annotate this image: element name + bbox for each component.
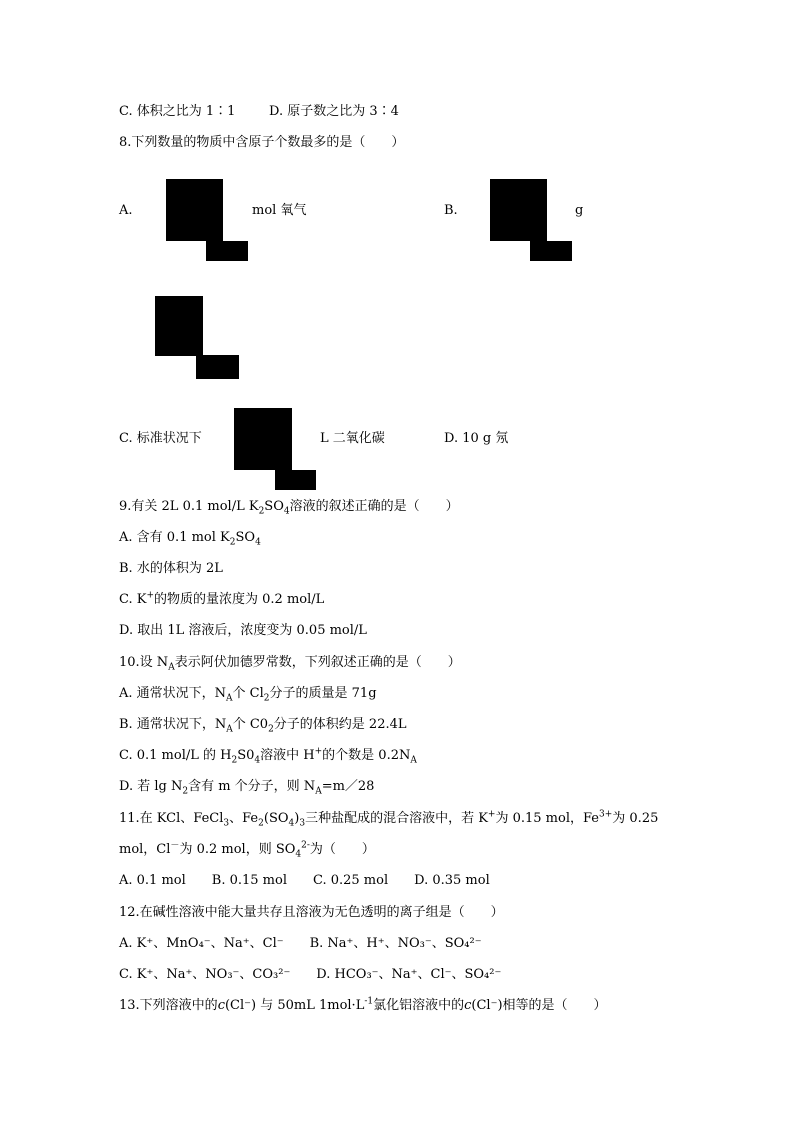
q8-formula-image xyxy=(155,296,239,379)
q9-option-c: C. K+的物质的量浓度为 0.2 mol/L xyxy=(119,590,325,607)
q8-option-d: D. 10 g 氖 xyxy=(444,431,509,446)
q12-stem: 12.在碱性溶液中能大量共存且溶液为无色透明的离子组是（ ） xyxy=(119,905,504,920)
q9-stem: 9.有关 2L 0.1 mol/L $K_2SO_4$溶液的叙述正确的是（ ） xyxy=(119,499,459,517)
q9-option-d: D. 取出 1L 溶液后，浓度变为 0.05 mol/L xyxy=(119,623,367,638)
q8-option-c-formula-image xyxy=(234,408,316,490)
q8-option-b-label: B. xyxy=(444,203,458,218)
q13-stem: 13.下列溶液中的c(Cl⁻) 与 50mL $1mol\cdot L^{-1}$氯化铝溶液中的c(Cl⁻)相等的是（ ） xyxy=(119,996,607,1013)
q8-option-c-text: C. 标准状况下 xyxy=(119,431,202,446)
q10-option-c: C. 0.1 mol/L 的 $H_2S0_4$溶液中 H+的个数是 $0.2N_A$ xyxy=(119,746,417,766)
q10-stem: 10.设 $N_A$表示阿伏加德罗常数，下列叙述正确的是（ ） xyxy=(119,655,461,673)
q11-stem-line1: 11.在 KCl、FeCl$_3$、$Fe_2(SO_4)_3$三种盐配成的混合溶液中，若 K+为 0.15 mol，$Fe^{3+}$为 0.25 xyxy=(119,809,659,829)
q11-stem-line2: mol，Cl－为 0.2 mol，则 $SO_4^{2-}$为（ ） xyxy=(119,840,375,860)
q11-options: A. 0.1 mol B. 0.15 mol C. 0.25 mol D. 0.35 mol xyxy=(119,873,490,888)
q12-options-cd: C. K⁺、Na⁺、NO₃⁻、CO₃²⁻ D. HCO₃⁻、Na⁺、Cl⁻、SO₄²⁻ xyxy=(119,967,502,982)
q9-option-b: B. 水的体积为 2L xyxy=(119,561,223,576)
q10-option-d: D. 若 $\lg N_2$含有 m 个分子，则 $N_A=m/28$ xyxy=(119,779,375,797)
q10-option-a: A. 通常状况下，$N_A$个 $Cl_2$分子的质量是 71g xyxy=(119,686,377,704)
q7-option-d: D. 原子数之比为 3∶4 xyxy=(269,104,399,119)
q8-option-b-text: g xyxy=(575,203,584,218)
q8-option-c-unit: L 二氧化碳 xyxy=(320,431,385,446)
q8-stem: 8.下列数量的物质中含原子个数最多的是（ ） xyxy=(119,135,405,150)
q10-option-b: B. 通常状况下，$N_A$个 $C0_2$分子的体积约是 22.4L xyxy=(119,717,407,735)
q8-option-a-text: mol 氧气 xyxy=(252,203,307,218)
q7-option-c: C. 体积之比为 1∶1 xyxy=(119,104,236,119)
q12-options-ab: A. K⁺、MnO₄⁻、Na⁺、Cl⁻ B. Na⁺、H⁺、NO₃⁻、SO₄²⁻ xyxy=(119,936,482,951)
q8-option-b-formula-image xyxy=(490,179,572,261)
q8-option-a-formula-image xyxy=(166,179,248,261)
q8-option-a-label: A. xyxy=(119,203,133,218)
q9-option-a: A. 含有 0.1 mol $K_2SO_4$ xyxy=(119,530,261,548)
